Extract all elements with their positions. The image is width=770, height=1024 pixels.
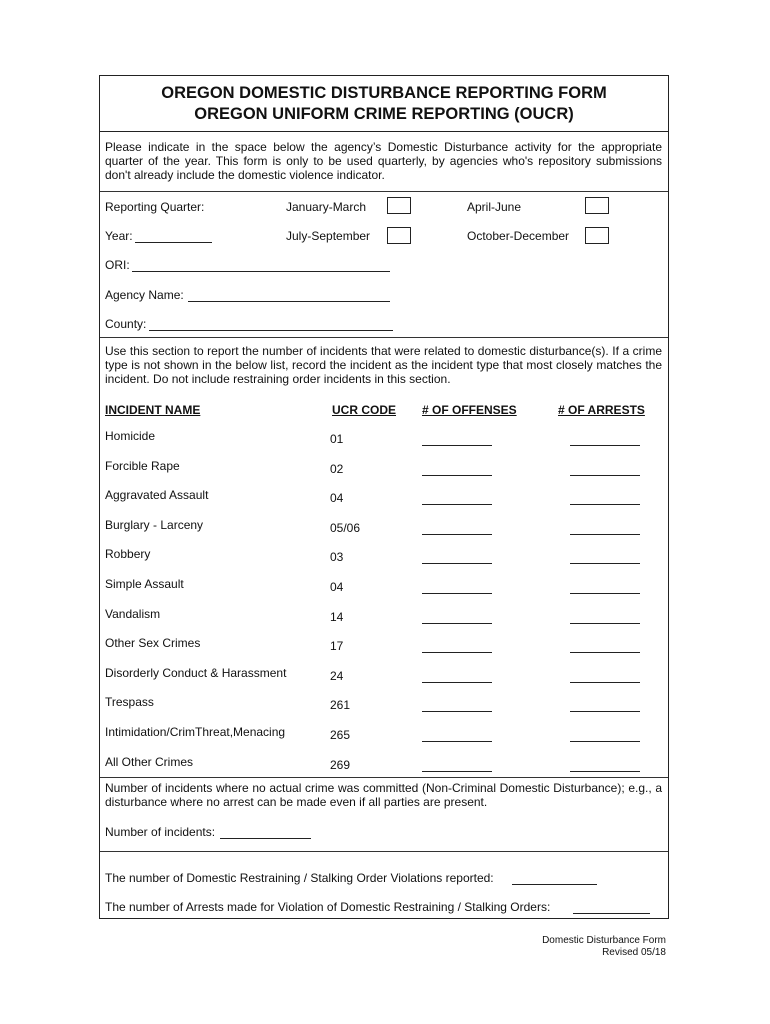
offenses-field[interactable]: [422, 711, 492, 712]
ucr-code: 269: [330, 758, 351, 772]
quarter-apr-jun-label: April-June: [467, 200, 522, 214]
arrests-field[interactable]: [570, 711, 640, 712]
violations-label: The number of Domestic Restraining / Stalking Order Violations reported:: [105, 871, 494, 885]
incident-name: Burglary - Larceny: [105, 518, 204, 532]
violations-field[interactable]: [512, 884, 597, 885]
ucr-code: 01: [330, 432, 344, 446]
ucr-code: 17: [330, 639, 344, 653]
col-header-incident-name: INCIDENT NAME: [105, 403, 201, 417]
intro-text: Please indicate in the space below the agency’s Domestic Disturbance activity for the appropriate quarter of the year. This form is only to be used quarterly, by agencies who's repository submissions don't already include the domestic violence indicator.: [105, 140, 662, 182]
form-title: OREGON DOMESTIC DISTURBANCE REPORTING FORM: [161, 84, 607, 102]
year-field[interactable]: [135, 242, 212, 243]
offenses-field[interactable]: [422, 741, 492, 742]
quarter-jan-mar-label: January-March: [286, 200, 367, 214]
col-header-offenses: # OF OFFENSES: [422, 403, 517, 417]
ucr-code: 24: [330, 669, 344, 683]
incident-name: Forcible Rape: [105, 459, 180, 473]
year-label: Year:: [105, 229, 133, 243]
quarter-apr-jun-checkbox[interactable]: [585, 197, 609, 214]
incident-name: Simple Assault: [105, 577, 184, 591]
incident-name: Homicide: [105, 429, 156, 443]
incident-count-field[interactable]: [220, 838, 311, 839]
incident-name: All Other Crimes: [105, 755, 194, 769]
incident-name: Other Sex Crimes: [105, 636, 201, 650]
ucr-code: 261: [330, 698, 351, 712]
arrests-field[interactable]: [570, 593, 640, 594]
quarter-jul-sep-checkbox[interactable]: [387, 227, 411, 244]
arrests-field[interactable]: [570, 652, 640, 653]
incident-name: Aggravated Assault: [105, 488, 209, 502]
offenses-field[interactable]: [422, 593, 492, 594]
offenses-field[interactable]: [422, 475, 492, 476]
offenses-field[interactable]: [422, 534, 492, 535]
footer-form-name: Domestic Disturbance Form: [542, 935, 666, 946]
incidents-section: [100, 338, 668, 778]
ucr-code: 03: [330, 550, 344, 564]
ucr-code: 04: [330, 491, 344, 505]
col-header-arrests: # OF ARRESTS: [558, 403, 645, 417]
incident-name: Trespass: [105, 695, 154, 709]
ucr-code: 04: [330, 580, 344, 594]
reporting-form: [99, 75, 669, 919]
arrests-field[interactable]: [570, 682, 640, 683]
form-subtitle: OREGON UNIFORM CRIME REPORTING (OUCR): [194, 105, 574, 123]
offenses-field[interactable]: [422, 682, 492, 683]
non-criminal-text: Number of incidents where no actual crime was committed (Non-Criminal Domestic Disturbance); e.g., a disturbance where no arrest can be made even if all parties are present.: [105, 781, 662, 809]
restraining-order-section: [100, 852, 668, 920]
arrests-field[interactable]: [570, 563, 640, 564]
offenses-field[interactable]: [422, 504, 492, 505]
arrests-field[interactable]: [570, 445, 640, 446]
incident-name: Robbery: [105, 547, 151, 561]
incident-name: Intimidation/CrimThreat,Menacing: [105, 725, 286, 739]
county-field[interactable]: [149, 330, 393, 331]
agency-info-section: [100, 192, 668, 338]
ori-label: ORI:: [105, 258, 130, 272]
ucr-code: 265: [330, 728, 351, 742]
ucr-code: 02: [330, 462, 344, 476]
arrests-field[interactable]: [570, 475, 640, 476]
footer-revised: Revised 05/18: [602, 947, 666, 958]
offenses-field[interactable]: [422, 652, 492, 653]
form-header: [100, 76, 668, 132]
form-footer: [542, 935, 666, 959]
incident-name: Disorderly Conduct & Harassment: [105, 666, 287, 680]
arrests-field[interactable]: [570, 741, 640, 742]
offenses-field[interactable]: [422, 623, 492, 624]
offenses-field[interactable]: [422, 445, 492, 446]
ori-field[interactable]: [132, 271, 390, 272]
ucr-code: 05/06: [330, 521, 361, 535]
county-label: County:: [105, 317, 147, 331]
quarter-oct-dec-checkbox[interactable]: [585, 227, 609, 244]
non-criminal-section: [100, 778, 668, 852]
arrests-field[interactable]: [570, 534, 640, 535]
reporting-quarter-label: Reporting Quarter:: [105, 200, 205, 214]
col-header-ucr-code: UCR CODE: [332, 403, 397, 417]
quarter-jul-sep-label: July-September: [286, 229, 371, 243]
arrests-field[interactable]: [570, 623, 640, 624]
offenses-field[interactable]: [422, 771, 492, 772]
incident-count-label: Number of incidents:: [105, 825, 216, 839]
agency-name-field[interactable]: [188, 301, 390, 302]
incidents-instructions: Use this section to report the number of incidents that were related to domestic disturbance(s). If a crime type is not shown in the below list, record the incident as the incident type that most closely matches the incident. Do not include restraining order incidents in this section.: [105, 344, 662, 386]
arrests-label: The number of Arrests made for Violation of Domestic Restraining / Stalking Orders:: [105, 900, 551, 914]
agency-name-label: Agency Name:: [105, 288, 184, 302]
intro-section: [100, 132, 668, 192]
restraining-arrests-field[interactable]: [573, 913, 650, 914]
offenses-field[interactable]: [422, 563, 492, 564]
incident-name: Vandalism: [105, 607, 161, 621]
quarter-oct-dec-label: October-December: [467, 229, 570, 243]
ucr-code: 14: [330, 610, 344, 624]
quarter-jan-mar-checkbox[interactable]: [387, 197, 411, 214]
arrests-field[interactable]: [570, 504, 640, 505]
arrests-field[interactable]: [570, 771, 640, 772]
